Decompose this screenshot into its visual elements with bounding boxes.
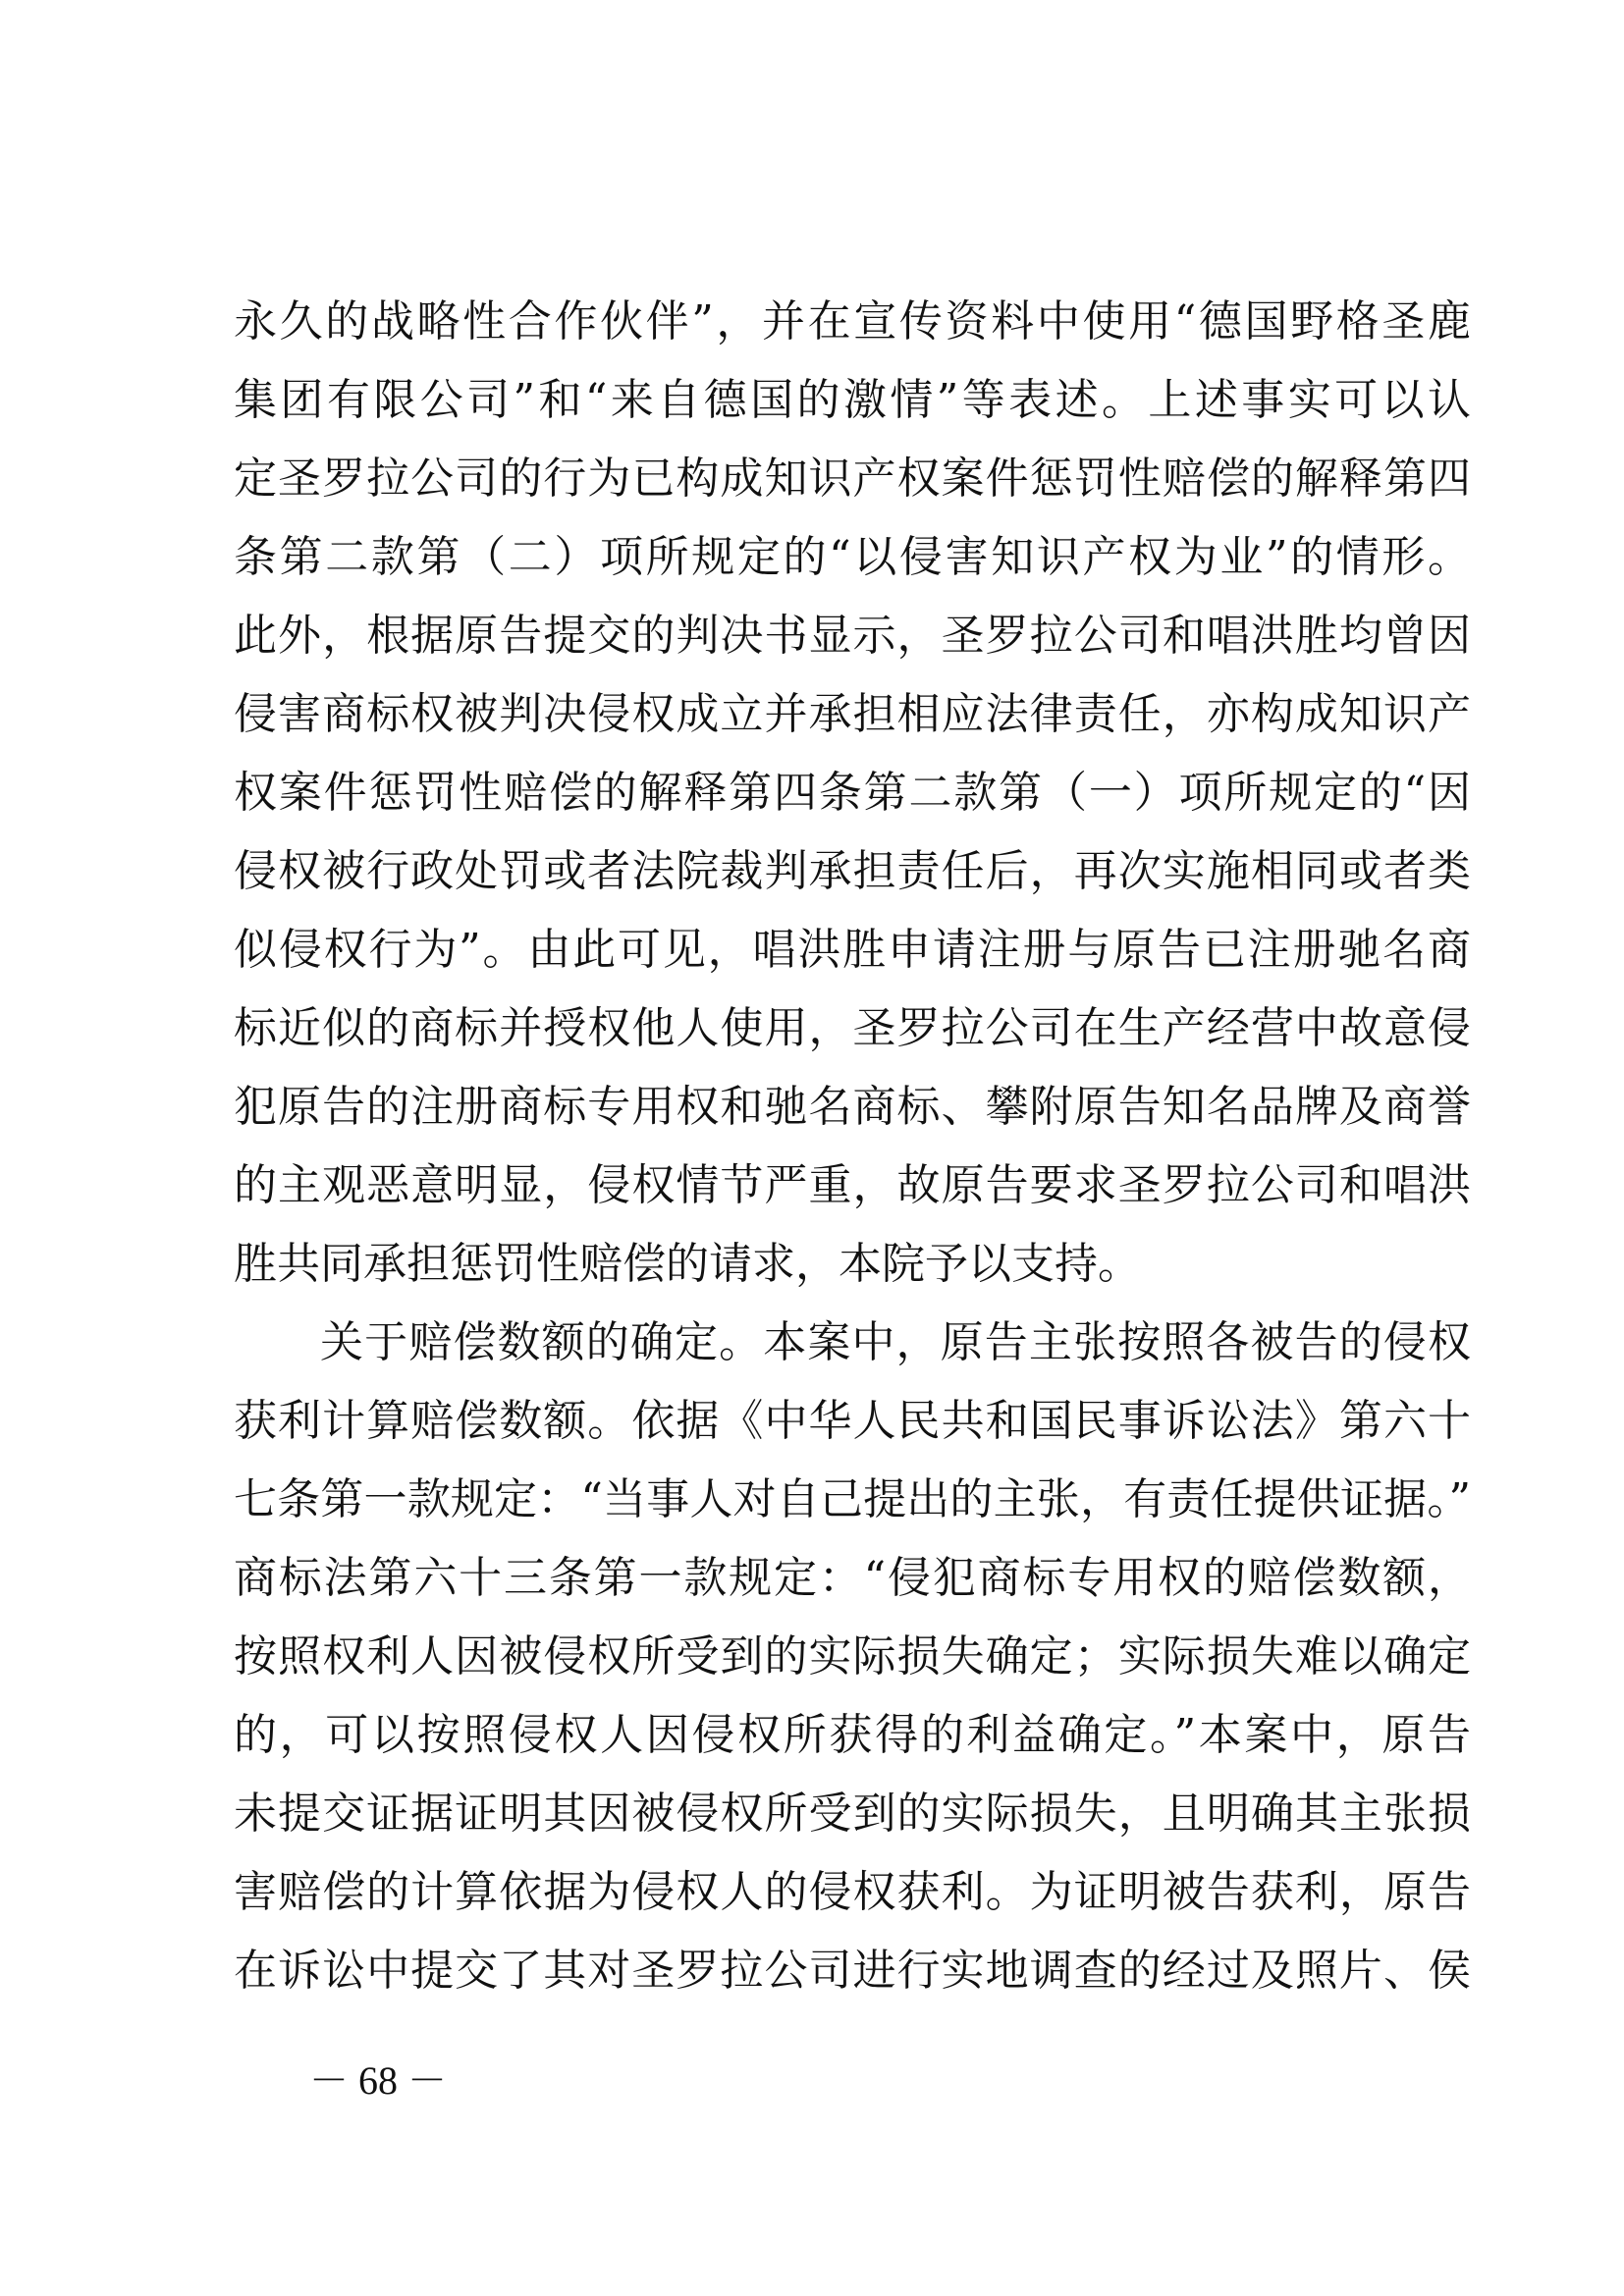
- body-text: [234, 283, 1471, 2010]
- page-number: － 68 －: [309, 2058, 447, 2103]
- text-line: 犯原告的注册商标专用权和驰名商标、攀附原告知名品牌及商誉: [234, 1082, 1471, 1132]
- text-line: 定圣罗拉公司的行为已构成知识产权案件惩罚性赔偿的解释第四: [234, 454, 1471, 504]
- text-line: 集团有限公司”和“来自德国的激情”等表述。上述事实可以认: [234, 375, 1471, 425]
- text-line: 此外，根据原告提交的判决书显示，圣罗拉公司和唱洪胜均曾因: [234, 611, 1471, 661]
- text-line: 未提交证据证明其因被侵权所受到的实际损失，且明确其主张损: [234, 1789, 1471, 1839]
- text-line: 永久的战略性合作伙伴”，并在宣传资料中使用“德国野格圣鹿: [234, 296, 1471, 347]
- text-line: 害赔偿的计算依据为侵权人的侵权获利。为证明被告获利，原告: [234, 1867, 1471, 1917]
- text-line: 七条第一款规定：“当事人对自己提出的主张，有责任提供证据。”: [234, 1474, 1471, 1524]
- text-line: 权案件惩罚性赔偿的解释第四条第二款第（一）项所规定的“因: [234, 768, 1471, 818]
- text-line: 的，可以按照侵权人因侵权所获得的利益确定。”本案中，原告: [234, 1710, 1471, 1760]
- text-line: 关于赔偿数额的确定。本案中，原告主张按照各被告的侵权: [320, 1317, 1471, 1367]
- paragraph: [234, 283, 1471, 1304]
- paragraph: [234, 1304, 1471, 2010]
- text-line: 商标法第六十三条第一款规定：“侵犯商标专用权的赔偿数额，: [234, 1553, 1471, 1603]
- text-line: 的主观恶意明显，侵权情节严重，故原告要求圣罗拉公司和唱洪: [234, 1160, 1471, 1210]
- text-line: 侵害商标权被判决侵权成立并承担相应法律责任，亦构成知识产: [234, 689, 1471, 739]
- text-line: 标近似的商标并授权他人使用，圣罗拉公司在生产经营中故意侵: [234, 1003, 1471, 1053]
- text-line: 获利计算赔偿数额。依据《中华人民共和国民事诉讼法》第六十: [234, 1396, 1471, 1446]
- text-line: 胜共同承担惩罚性赔偿的请求，本院予以支持。: [234, 1239, 1141, 1289]
- text-line: 按照权利人因被侵权所受到的实际损失确定；实际损失难以确定: [234, 1631, 1471, 1682]
- text-line: 侵权被行政处罚或者法院裁判承担责任后，再次实施相同或者类: [234, 846, 1471, 896]
- text-line: 似侵权行为”。由此可见，唱洪胜申请注册与原告已注册驰名商: [234, 925, 1471, 975]
- text-line: 在诉讼中提交了其对圣罗拉公司进行实地调查的经过及照片、侯: [234, 1946, 1471, 1996]
- text-line: 条第二款第（二）项所规定的“以侵害知识产权为业”的情形。: [234, 532, 1471, 582]
